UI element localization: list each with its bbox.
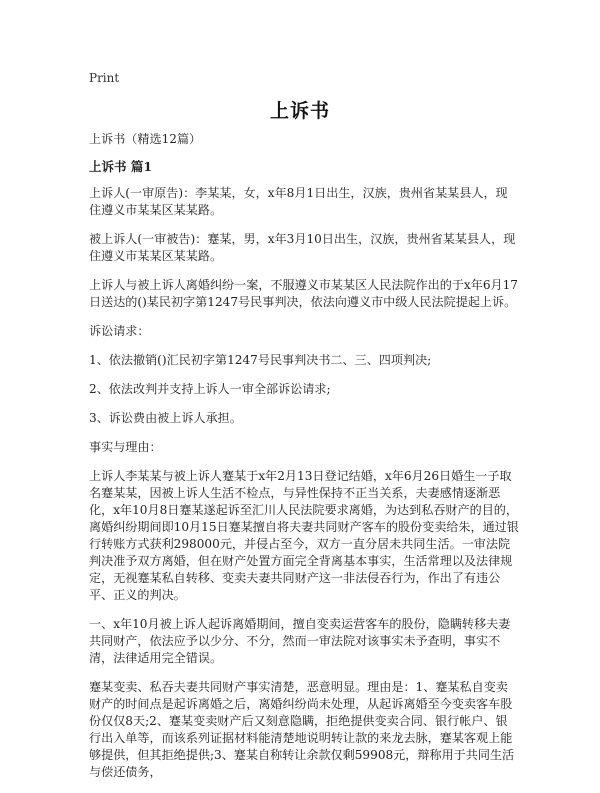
paragraph-reasons: 蹇某变卖、私吞夫妻共同财产事实清楚，恶意明显。理由是：1、蹇某私自变卖财产的时间点是起诉离婚之后，离婚纠纷尚未处理，从起诉离婚至今变卖客车股份仅仅8天;2、蹇某变卖财产后又刻意隐瞒，拒绝提供变卖合同、银行帐户、银行出入单等，而该系列证据材料能清楚地说明转让款的来龙去脉，蹇某客观上能够提供，但其拒绝提供;3、蹇某自称转让余款仅剩59908元，辩称用于共同生活与偿还债务， (89, 680, 515, 779)
paragraph-appellee: 被上诉人(一审被告)：蹇某，男，x年3月10日出生，汉族，贵州省某某县人，现住遵义市某某区某某路。 (89, 232, 516, 263)
document-body (89, 131, 519, 793)
paragraph-claim-1: 1、依法撤销()汇民初字第1247号民事判决书二、三、四项判决; (89, 353, 432, 367)
paragraph-facts-heading: 事实与理由： (89, 440, 162, 454)
paragraph-case-intro: 上诉人与被上诉人离婚纠纷一案，不服遵义市某某区人民法院作出的于x年6月17日送达的()某民初字第1247号民事判决，依法向遵义市中级人民法院提起上诉。 (89, 278, 518, 309)
print-label: Print (89, 71, 120, 85)
paragraph-appellant: 上诉人(一审原告)：李某某，女，x年8月1日出生，汉族，贵州省某某县人，现住遵义市某某区某某路。 (89, 186, 508, 217)
paragraph-claim-3: 3、诉讼费由被上诉人承担。 (89, 411, 242, 425)
paragraph-point-1: 一、x年10月被上诉人起诉离婚期间，擅自变卖运营客车的股份，隐瞒转移夫妻共同财产，依法应予以少分、不分，然而一审法院对该事实未予查明，事实不清，法律适用完全错误。 (89, 617, 511, 665)
section-heading: 上诉书 篇1 (89, 159, 153, 174)
document-subtitle: 上诉书（精选12篇） (89, 132, 202, 146)
paragraph-facts: 上诉人李某某与被上诉人蹇某于x年2月13日登记结婚，x年6月26日婚生一子取名蹇某某，因被上诉人生活不检点，与异性保持不正当关系，夫妻感情逐渐恶化，x年10月8日蹇某遂起诉至汇川人民法院要求离婚，为达到私吞财产的目的，离婚纠纷期间即10月15日蹇某擅自将夫妻共同财产客车的股份变卖给朱，通过银行转账方式获利298000元，并侵占至今，双方一直分居未共同生活。一审法院判决准予双方离婚，但在财产处置方面完全背离基本事实，生活常理以及法律规定，无视蹇某私自转移、变卖夫妻共同财产这一非法侵吞行为，作出了有违公平、正义的判决。 (89, 469, 519, 602)
paragraph-claims-heading: 诉讼请求： (89, 324, 150, 338)
document-title: 上诉书 (269, 100, 330, 122)
paragraph-claim-2: 2、依法改判并支持上诉人一审全部诉讼请求; (89, 382, 331, 396)
